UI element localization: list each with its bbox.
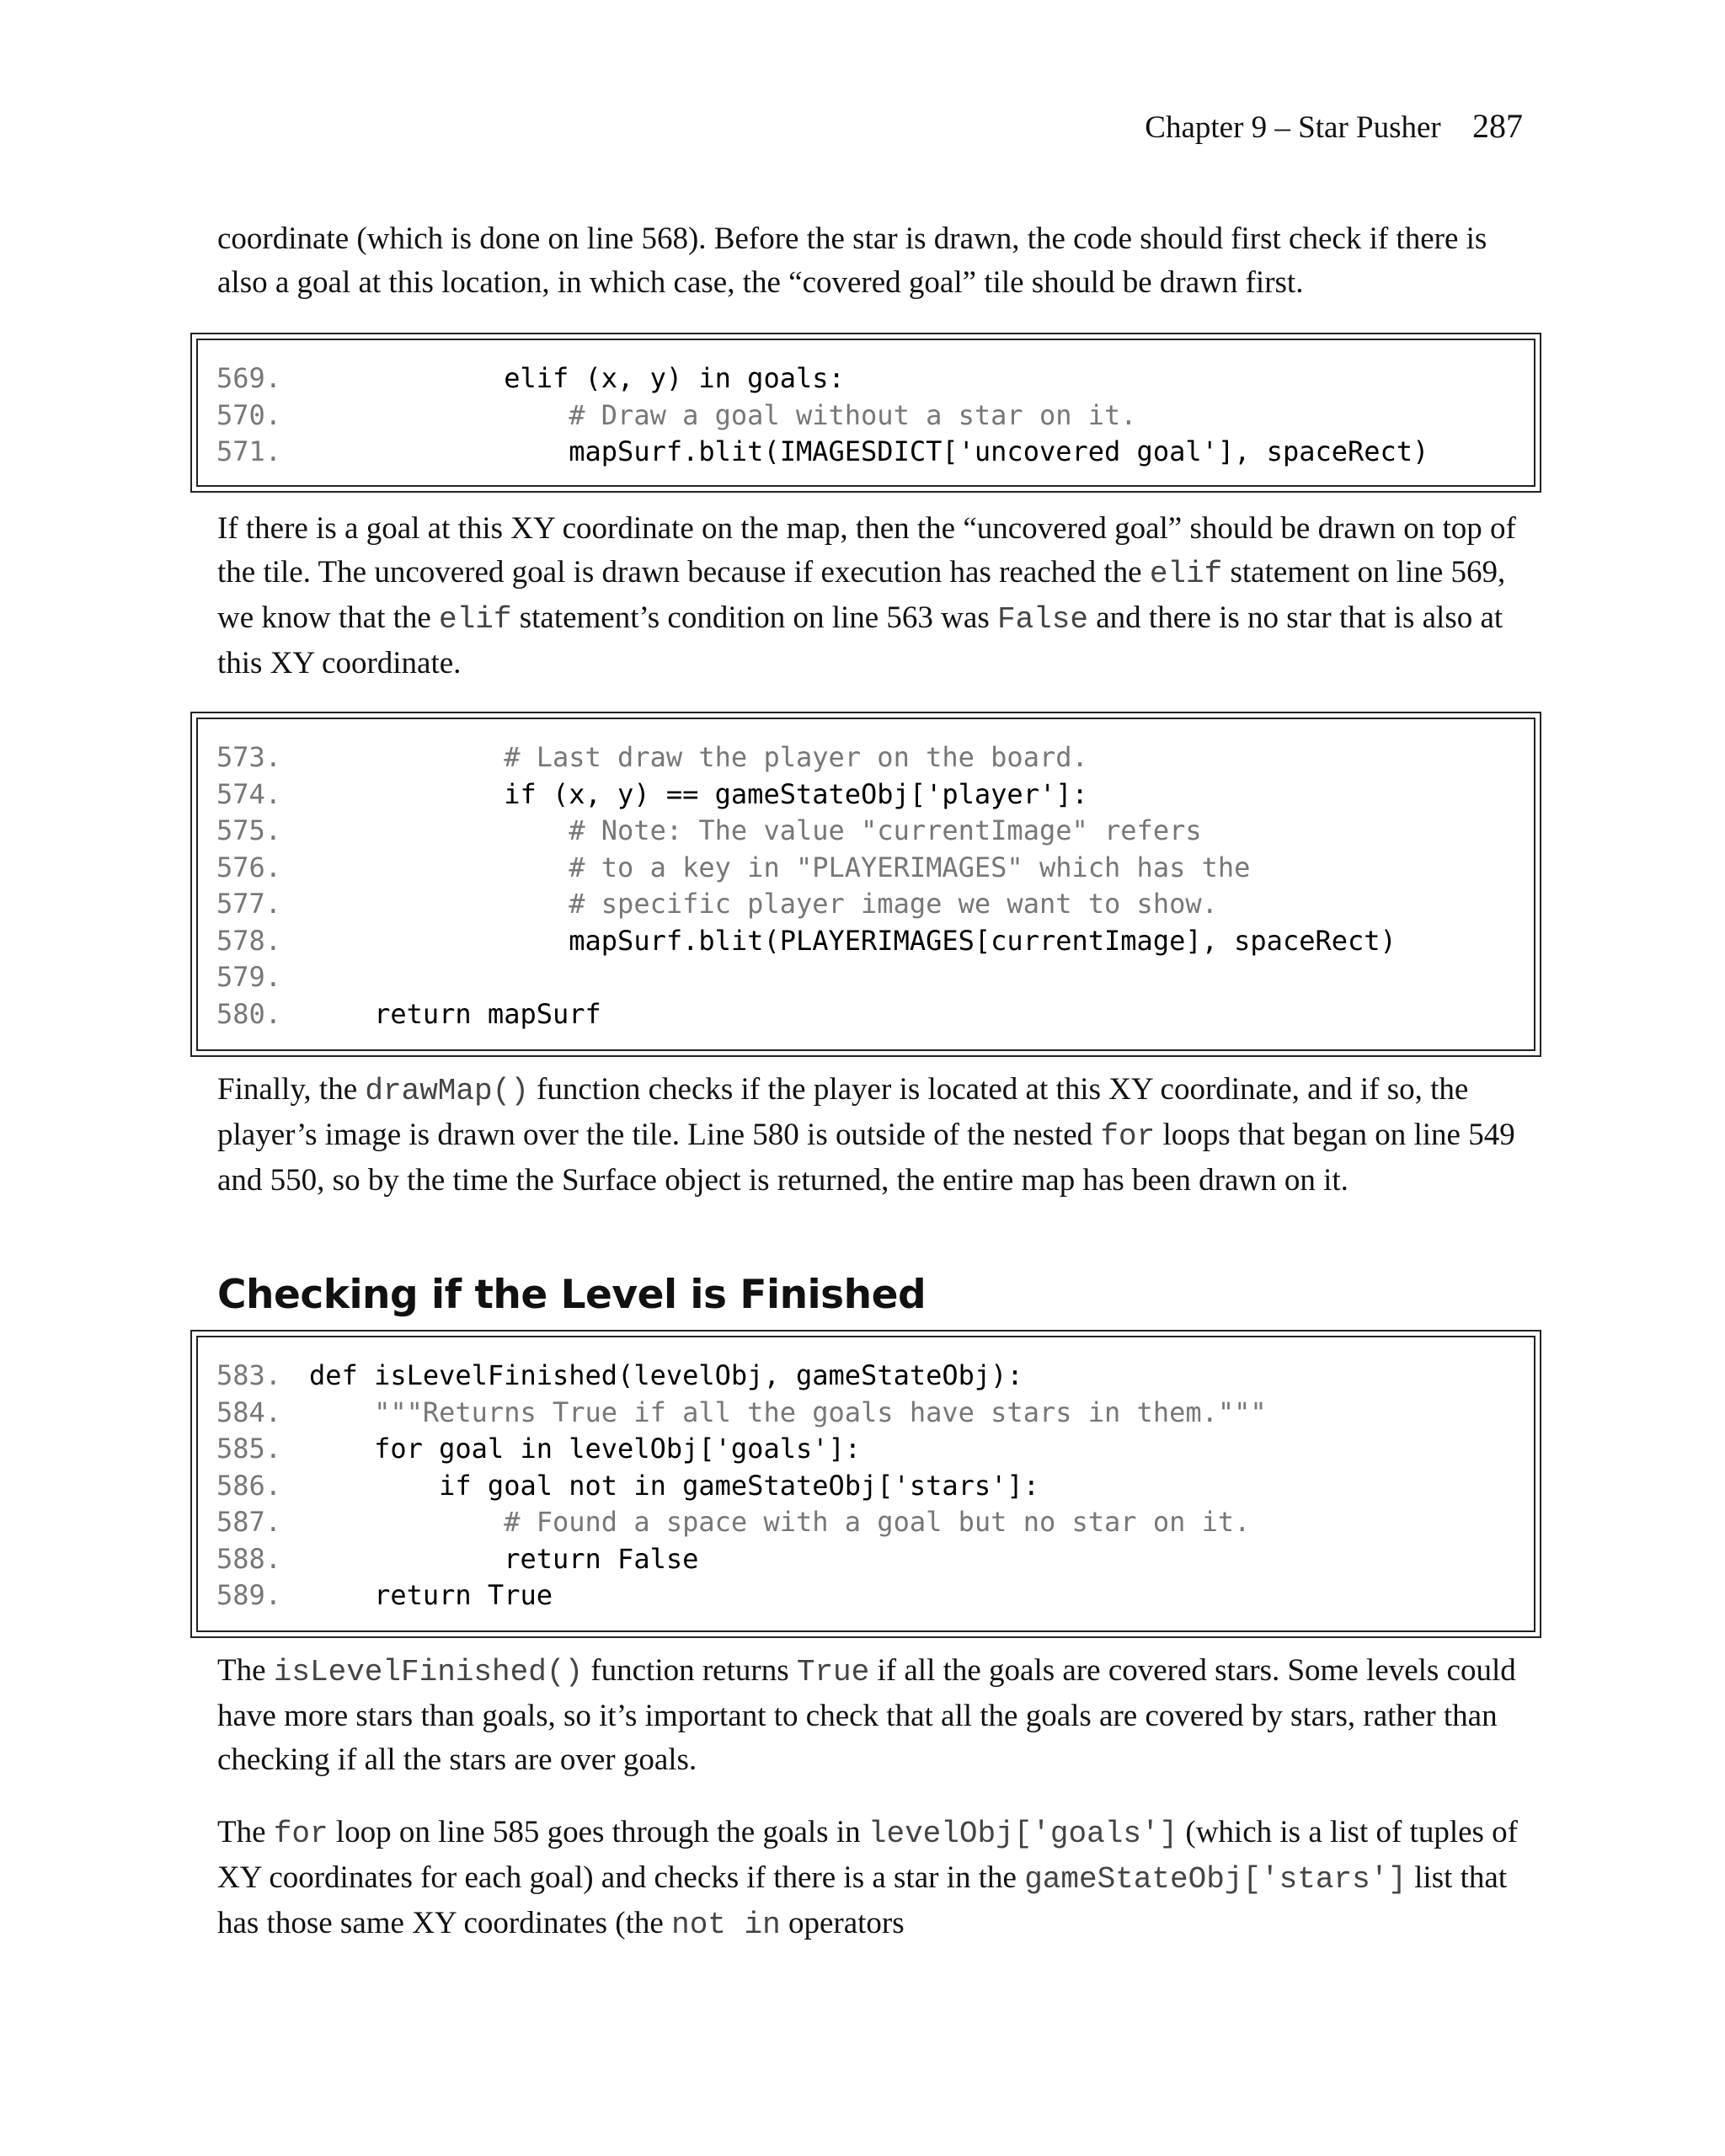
- code-line: [216, 398, 1534, 435]
- code-text: for goal in levelObj['goals']:: [309, 1433, 862, 1465]
- code-listing: [198, 1337, 1534, 1614]
- page-header: [1145, 106, 1523, 146]
- code-line: [216, 1468, 1534, 1505]
- code-line: [216, 1541, 1534, 1578]
- paragraph-text: The: [217, 1653, 274, 1688]
- line-number: 574.: [216, 777, 282, 810]
- inline-code: elif: [1149, 557, 1223, 591]
- code-line: [216, 850, 1534, 887]
- paragraph-text: operators: [780, 1906, 905, 1940]
- line-number: 578.: [216, 924, 282, 957]
- code-comment: # to a key in "PLAYERIMAGES" which has the: [309, 851, 1251, 883]
- code-line: [216, 434, 1534, 471]
- line-number: 575.: [216, 814, 282, 846]
- line-number: 587.: [216, 1506, 282, 1538]
- code-text: if (x, y) == gameStateObj['player']:: [309, 777, 1088, 810]
- code-text: mapSurf.blit(PLAYERIMAGES[currentImage], spaceRect): [309, 924, 1397, 957]
- line-number: 589.: [216, 1579, 282, 1611]
- code-comment: # Draw a goal without a star on it.: [309, 398, 1137, 431]
- code-text: if goal not in gameStateObj['stars']:: [309, 1469, 1039, 1502]
- code-text: return True: [309, 1579, 553, 1611]
- paragraph-text: function checks if the player is located at this XY coordinate, and if so, the player’s image is drawn over the tile. Line 580 is outside of the nested: [217, 1072, 1469, 1152]
- code-text: return mapSurf: [309, 997, 601, 1030]
- paragraph: [217, 217, 1531, 305]
- code-block: [196, 718, 1535, 1051]
- code-comment: # Last draw the player on the board.: [309, 741, 1088, 773]
- code-line: [216, 996, 1534, 1033]
- code-line: [216, 1431, 1534, 1468]
- code-line: [216, 923, 1534, 960]
- line-number: 583.: [216, 1359, 282, 1391]
- line-number: 584.: [216, 1396, 282, 1428]
- inline-code: drawMap(): [365, 1074, 529, 1108]
- inline-code: not in: [671, 1908, 781, 1942]
- code-listing: [198, 719, 1534, 1033]
- inline-code: for: [1100, 1119, 1156, 1154]
- code-block: [196, 339, 1535, 487]
- line-number: 579.: [216, 961, 282, 993]
- line-number: 580.: [216, 997, 282, 1030]
- paragraph: [217, 1811, 1531, 1947]
- code-line: [216, 1395, 1534, 1432]
- line-number: 571.: [216, 435, 282, 467]
- paragraph-text: (which is a list of tuples of XY coordinates for each goal) and checks if there is a star in the: [217, 1815, 1518, 1895]
- line-number: 585.: [216, 1433, 282, 1465]
- chapter-title: Chapter 9 – Star Pusher: [1145, 110, 1441, 145]
- code-line: [216, 1577, 1534, 1614]
- line-number: 570.: [216, 398, 282, 431]
- code-line: [216, 1504, 1534, 1541]
- code-text: def isLevelFinished(levelObj, gameStateObj):: [309, 1359, 1023, 1391]
- paragraph-text: The: [217, 1815, 274, 1849]
- paragraph-text: Finally, the: [217, 1072, 366, 1107]
- code-text: elif (x, y) in goals:: [309, 362, 845, 394]
- paragraph-text: loops that began on line 549 and 550, so by the time the Surface object is returned, the entire map has been drawn on it.: [217, 1118, 1515, 1198]
- inline-code: gameStateObj['stars']: [1024, 1862, 1407, 1897]
- code-line: [216, 1358, 1534, 1395]
- code-listing: [198, 340, 1534, 471]
- code-line: [216, 886, 1534, 923]
- code-comment: # specific player image we want to show.: [309, 888, 1218, 920]
- line-number: 569.: [216, 362, 282, 394]
- code-line: [216, 813, 1534, 850]
- inline-code: elif: [439, 602, 512, 637]
- section-heading: Checking if the Level is Finished: [217, 1272, 927, 1318]
- code-block: [196, 1336, 1535, 1632]
- line-number: 576.: [216, 851, 282, 883]
- page-number: 287: [1472, 107, 1523, 145]
- paragraph-text: if all the goals are covered stars. Some levels could have more stars than goals, so it’s important to check that all the goals are covered by stars, rather than checking if all the stars are over goals.: [217, 1653, 1516, 1777]
- code-text: return False: [309, 1542, 699, 1575]
- code-line: [216, 739, 1534, 776]
- paragraph: [217, 1649, 1531, 1782]
- line-number: 588.: [216, 1542, 282, 1575]
- code-text: mapSurf.blit(IMAGESDICT['uncovered goal'], spaceRect): [309, 435, 1429, 467]
- code-comment: """Returns True if all the goals have stars in them.""": [309, 1396, 1267, 1428]
- code-line: [216, 776, 1534, 814]
- code-line: [216, 360, 1534, 398]
- paragraph-text: list that has those same XY coordinates (the: [217, 1860, 1508, 1940]
- code-comment: # Found a space with a goal but no star on it.: [309, 1506, 1251, 1538]
- paragraph: [217, 1068, 1531, 1203]
- inline-code: True: [796, 1655, 870, 1689]
- code-comment: # Note: The value "currentImage" refers: [309, 814, 1202, 846]
- paragraph: [217, 507, 1531, 686]
- paragraph-text: loop on line 585 goes through the goals in: [328, 1815, 868, 1849]
- inline-code: levelObj['goals']: [868, 1817, 1178, 1851]
- paragraph-text: and there is no star that is also at this XY coordinate.: [217, 600, 1503, 680]
- line-number: 586.: [216, 1469, 282, 1502]
- line-number: 577.: [216, 888, 282, 920]
- inline-code: for: [273, 1817, 328, 1851]
- paragraph-text: coordinate (which is done on line 568). Before the star is drawn, the code should first check if there is also a goal at this location, in which case, the “covered goal” tile should be drawn first.: [217, 221, 1487, 300]
- paragraph-text: statement’s condition on line 563 was: [511, 600, 997, 635]
- inline-code: False: [996, 602, 1088, 637]
- line-number: 573.: [216, 741, 282, 773]
- inline-code: isLevelFinished(): [273, 1655, 584, 1689]
- paragraph-text: statement on line 569, we know that the: [217, 555, 1506, 635]
- paragraph-text: function returns: [583, 1653, 797, 1688]
- paragraph-text: If there is a goal at this XY coordinate on the map, then the “uncovered goal” should be drawn on top of the tile. The uncovered goal is drawn because if execution has reached the: [217, 511, 1516, 590]
- code-line: [216, 959, 1534, 996]
